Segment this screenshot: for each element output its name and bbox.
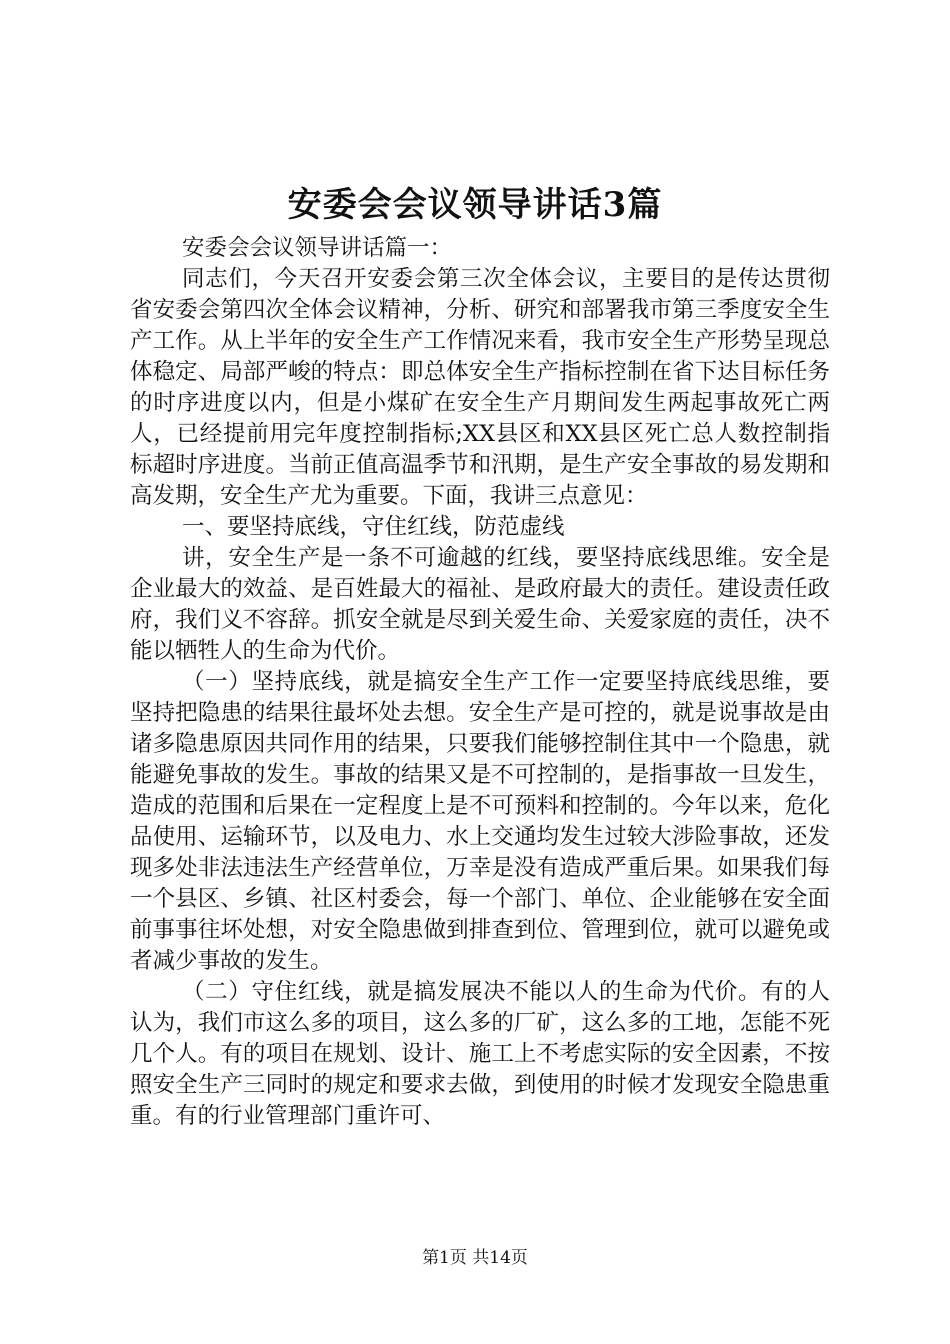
document-title: 安委会会议领导讲话3篇 xyxy=(287,185,663,225)
paragraph: 同志们，今天召开安委会第三次全体会议，主要目的是传达贯彻省安委会第四次全体会议精神，分析、研究和部署我市第三季度安全生产工作。从上半年的安全生产工作情况来看，我市安全生产形势呈现总体稳定、局部严峻的特点：即总体安全生产指标控制在省下达目标任务的时序进度以内，但是小煤矿在安全生产月期间发生两起事故死亡两人，已经提前用完年度控制指标;XX县区和XX县区死亡总人数控制指标超时序进度。当前正值高温季节和汛期，是生产安全事故的易发期和高发期，安全生产尤为重要。下面，我讲三点意见： xyxy=(130,266,830,509)
page-footer: 第1页 共14页 xyxy=(422,1248,528,1268)
paragraph: （一）坚持底线，就是搞安全生产工作一定要坚持底线思维，要坚持把隐患的结果往最坏处去想。安全生产是可控的，就是说事故是由诸多隐患原因共同作用的结果，只要我们能够控制住其中一个隐患，就能避免事故的发生。事故的结果又是不可控制的，是指事故一旦发生，造成的范围和后果在一定程度上是不可预料和控制的。今年以来，危化品使用、运输环节，以及电力、水上交通均发生过较大涉险事故，还发现多处非法违法生产经营单位，万幸是没有造成严重后果。如果我们每一个县区、乡镇、社区村委会，每一个部门、单位、企业能够在安全面前事事往坏处想，对安全隐患做到排查到位、管理到位，就可以避免或者减少事故的发生。 xyxy=(130,669,830,974)
section-heading: 一、要坚持底线，守住红线，防范虚线 xyxy=(182,514,565,540)
section-heading: 安委会会议领导讲话篇一： xyxy=(182,235,453,261)
document-body xyxy=(130,233,830,1132)
paragraph: 讲，安全生产是一条不可逾越的红线，要坚持底线思维。安全是企业最大的效益、是百姓最大的福祉、是政府最大的责任。建设责任政府，我们义不容辞。抓安全就是尽到关爱生命、关爱家庭的责任，决不能以牺牲人的生命为代价。 xyxy=(130,545,830,664)
paragraph: （二）守住红线，就是搞发展决不能以人的生命为代价。有的人认为，我们市这么多的项目，这么多的厂矿，这么多的工地，怎能不死几个人。有的项目在规划、设计、施工上不考虑实际的安全因素，不按照安全生产三同时的规定和要求去做，到使用的时候才发现安全隐患重重。有的行业管理部门重许可、 xyxy=(130,979,830,1129)
